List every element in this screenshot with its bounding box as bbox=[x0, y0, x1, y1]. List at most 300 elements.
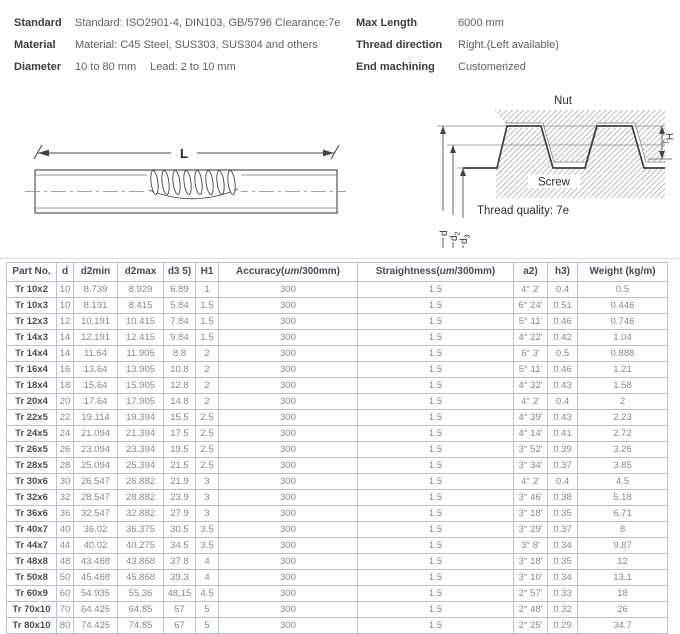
table-cell: 0.43 bbox=[548, 410, 578, 426]
table-cell: 1.5 bbox=[358, 618, 514, 634]
part-no-cell: Tr 22x5 bbox=[7, 410, 57, 426]
spec-column-right bbox=[356, 17, 559, 83]
table-cell: 14 bbox=[57, 346, 74, 362]
table-cell: 18 bbox=[578, 586, 668, 602]
table-cell: 1.5 bbox=[358, 378, 514, 394]
table-row bbox=[7, 474, 668, 490]
part-no-cell: Tr 20x4 bbox=[7, 394, 57, 410]
table-cell: 32 bbox=[57, 490, 74, 506]
table-cell: 3.5 bbox=[196, 538, 219, 554]
table-cell: 2° 25' bbox=[514, 618, 548, 634]
table-cell: 34.5 bbox=[164, 538, 196, 554]
table-cell: 2.72 bbox=[578, 426, 668, 442]
table-cell: 18 bbox=[57, 378, 74, 394]
table-cell: 80 bbox=[57, 618, 74, 634]
thread-section-drawing bbox=[147, 170, 241, 202]
table-cell: 300 bbox=[219, 314, 358, 330]
table-row bbox=[7, 330, 668, 346]
spec-label: Standard bbox=[14, 17, 62, 29]
part-no-cell: Tr 28x5 bbox=[7, 458, 57, 474]
spec-column-left bbox=[14, 17, 340, 83]
table-cell: 1.5 bbox=[358, 458, 514, 474]
table-cell: 3.85 bbox=[578, 458, 668, 474]
table-cell: 14 bbox=[57, 330, 74, 346]
table-cell: 23.094 bbox=[74, 442, 118, 458]
part-no-cell: Tr 14x3 bbox=[7, 330, 57, 346]
table-cell: 300 bbox=[219, 410, 358, 426]
spec-value-lead: Lead: 2 to 10 mm bbox=[150, 61, 236, 73]
d3-dimension-label: $d_3$ bbox=[459, 234, 472, 244]
table-cell: 3.26 bbox=[578, 442, 668, 458]
table-cell: 9.87 bbox=[578, 538, 668, 554]
table-cell: 26.882 bbox=[118, 474, 164, 490]
table-cell: 15.64 bbox=[74, 378, 118, 394]
table-cell: 1.5 bbox=[358, 346, 514, 362]
table-cell: 2 bbox=[578, 394, 668, 410]
table-cell: 2° 57' bbox=[514, 586, 548, 602]
table-cell: 23.9 bbox=[164, 490, 196, 506]
table-cell: 27.9 bbox=[164, 506, 196, 522]
table-cell: 10.191 bbox=[74, 314, 118, 330]
table-row bbox=[7, 522, 668, 538]
thread-profile-diagram bbox=[415, 92, 675, 252]
table-cell: 11.64 bbox=[74, 346, 118, 362]
length-dimension-label: L bbox=[180, 146, 188, 161]
table-cell: 300 bbox=[219, 570, 358, 586]
table-cell: 300 bbox=[219, 378, 358, 394]
table-cell: 0.39 bbox=[548, 442, 578, 458]
table-cell: 0.51 bbox=[548, 298, 578, 314]
table-cell: 13.64 bbox=[74, 362, 118, 378]
table-cell: 17.64 bbox=[74, 394, 118, 410]
spec-row-material bbox=[14, 39, 340, 61]
table-cell: 16 bbox=[57, 362, 74, 378]
part-no-cell: Tr 14x4 bbox=[7, 346, 57, 362]
table-cell: 1.5 bbox=[358, 490, 514, 506]
table-cell: 26 bbox=[57, 442, 74, 458]
table-cell: 43.868 bbox=[118, 554, 164, 570]
table-cell: 8.929 bbox=[118, 282, 164, 298]
table-cell: 300 bbox=[219, 506, 358, 522]
table-cell: 4.5 bbox=[196, 586, 219, 602]
table-cell: 21.094 bbox=[74, 426, 118, 442]
table-cell: 5.84 bbox=[164, 298, 196, 314]
table-row bbox=[7, 298, 668, 314]
table-cell: 40.02 bbox=[74, 538, 118, 554]
table-cell: 15.5 bbox=[164, 410, 196, 426]
table-cell: 2.23 bbox=[578, 410, 668, 426]
table-cell: 17.905 bbox=[118, 394, 164, 410]
table-cell: 0.4 bbox=[548, 282, 578, 298]
table-cell: 1.5 bbox=[358, 298, 514, 314]
table-cell: 1.5 bbox=[358, 426, 514, 442]
table-cell: 0.46 bbox=[548, 314, 578, 330]
table-cell: 8.8 bbox=[164, 346, 196, 362]
table-cell: 1.5 bbox=[358, 410, 514, 426]
table-row bbox=[7, 602, 668, 618]
table-cell: 0.4 bbox=[548, 394, 578, 410]
table-cell: 0.5 bbox=[548, 346, 578, 362]
table-cell: 67 bbox=[164, 618, 196, 634]
screw-label: Screw bbox=[538, 176, 570, 189]
table-cell: 30 bbox=[57, 474, 74, 490]
part-no-cell: Tr 36x6 bbox=[7, 506, 57, 522]
table-cell: 6.89 bbox=[164, 282, 196, 298]
table-row bbox=[7, 410, 668, 426]
table-cell: 0.4 bbox=[548, 474, 578, 490]
table-cell: 10.8 bbox=[164, 362, 196, 378]
table-cell: 70 bbox=[57, 602, 74, 618]
header-row bbox=[7, 263, 668, 282]
spec-value: Customerized bbox=[458, 61, 526, 73]
table-cell: 40 bbox=[57, 522, 74, 538]
table-row bbox=[7, 314, 668, 330]
table-cell: 3° 10' bbox=[514, 570, 548, 586]
table-cell: 5 bbox=[196, 618, 219, 634]
table-cell: 5° 11' bbox=[514, 314, 548, 330]
table-cell: 3 bbox=[196, 490, 219, 506]
table-cell: 15.905 bbox=[118, 378, 164, 394]
table-cell: 4 bbox=[196, 554, 219, 570]
table-row bbox=[7, 586, 668, 602]
part-no-cell: Tr 30x6 bbox=[7, 474, 57, 490]
table-cell: 25.394 bbox=[118, 458, 164, 474]
column-header: Straightness(um/300mm) bbox=[358, 263, 514, 282]
table-cell: 19.114 bbox=[74, 410, 118, 426]
table-cell: 7.84 bbox=[164, 314, 196, 330]
table-cell: 43.468 bbox=[74, 554, 118, 570]
table-cell: 64.85 bbox=[118, 602, 164, 618]
table-cell: 2.5 bbox=[196, 410, 219, 426]
table-cell: 0.32 bbox=[548, 602, 578, 618]
table-cell: 1.5 bbox=[358, 282, 514, 298]
table-cell: 300 bbox=[219, 282, 358, 298]
table-cell: 48 bbox=[57, 554, 74, 570]
part-no-cell: Tr 60x9 bbox=[7, 586, 57, 602]
table-cell: 24 bbox=[57, 426, 74, 442]
table-cell: 3° 52' bbox=[514, 442, 548, 458]
table-cell: 64.425 bbox=[74, 602, 118, 618]
table-cell: 28.882 bbox=[118, 490, 164, 506]
table-cell: 4° 2' bbox=[514, 474, 548, 490]
table-cell: 12.8 bbox=[164, 378, 196, 394]
table-cell: 4.5 bbox=[578, 474, 668, 490]
table-row bbox=[7, 442, 668, 458]
rod-length-diagram bbox=[8, 130, 348, 240]
table-cell: 36.375 bbox=[118, 522, 164, 538]
spec-row-end-machining bbox=[356, 61, 559, 83]
table-cell: 1.5 bbox=[358, 570, 514, 586]
table-cell: 6° 3' bbox=[514, 346, 548, 362]
column-header: Part No. bbox=[7, 263, 57, 282]
table-cell: 74.85 bbox=[118, 618, 164, 634]
spec-value: 6000 mm bbox=[458, 17, 504, 29]
table-cell: 0.42 bbox=[548, 330, 578, 346]
table-row bbox=[7, 362, 668, 378]
spec-value: Standard: ISO2901-4, DIN103, GB/5796 Clearance:7e bbox=[75, 17, 341, 29]
table-row bbox=[7, 506, 668, 522]
table-cell: 30.5 bbox=[164, 522, 196, 538]
part-no-cell: Tr 12x3 bbox=[7, 314, 57, 330]
section-divider bbox=[0, 258, 680, 259]
table-cell: 0.37 bbox=[548, 458, 578, 474]
table-row bbox=[7, 490, 668, 506]
table-cell: 14.8 bbox=[164, 394, 196, 410]
d2-dimension-label: $d_2$ bbox=[449, 231, 462, 241]
table-cell: 3° 18' bbox=[514, 554, 548, 570]
table-cell: 32.882 bbox=[118, 506, 164, 522]
table-cell: 12 bbox=[57, 314, 74, 330]
table-cell: 300 bbox=[219, 522, 358, 538]
table-cell: 4° 22' bbox=[514, 330, 548, 346]
spec-row-diameter bbox=[14, 61, 340, 83]
table-cell: 8.739 bbox=[74, 282, 118, 298]
column-header: d2max bbox=[118, 263, 164, 282]
column-header: Weight (kg/m) bbox=[578, 263, 668, 282]
table-cell: 9.84 bbox=[164, 330, 196, 346]
table-cell: 21.9 bbox=[164, 474, 196, 490]
table-cell: 10 bbox=[57, 282, 74, 298]
table-cell: 45.868 bbox=[118, 570, 164, 586]
table-row bbox=[7, 282, 668, 298]
table-cell: 1.5 bbox=[358, 474, 514, 490]
table-cell: 13.1 bbox=[578, 570, 668, 586]
part-no-cell: Tr 26x5 bbox=[7, 442, 57, 458]
table-cell: 2° 48' bbox=[514, 602, 548, 618]
table-cell: 36.02 bbox=[74, 522, 118, 538]
table-cell: 26.547 bbox=[74, 474, 118, 490]
table-cell: 300 bbox=[219, 490, 358, 506]
table-cell: 300 bbox=[219, 474, 358, 490]
table-cell: 17.5 bbox=[164, 426, 196, 442]
table-cell: 0.33 bbox=[548, 586, 578, 602]
table-cell: 1 bbox=[196, 282, 219, 298]
table-cell: 300 bbox=[219, 538, 358, 554]
table-cell: 12.191 bbox=[74, 330, 118, 346]
table-cell: 5 bbox=[196, 602, 219, 618]
table-cell: 5° 11' bbox=[514, 362, 548, 378]
table-cell: 5.18 bbox=[578, 490, 668, 506]
table-row bbox=[7, 346, 668, 362]
dimensions-table bbox=[6, 262, 668, 634]
table-cell: 1.5 bbox=[358, 330, 514, 346]
table-cell: 8 bbox=[578, 522, 668, 538]
table-cell: 2 bbox=[196, 378, 219, 394]
table-cell: 40.275 bbox=[118, 538, 164, 554]
table-cell: 2.5 bbox=[196, 426, 219, 442]
table-cell: 6.71 bbox=[578, 506, 668, 522]
table-cell: 0.29 bbox=[548, 618, 578, 634]
table-cell: 21.5 bbox=[164, 458, 196, 474]
table-cell: 2.5 bbox=[196, 442, 219, 458]
spec-row-thread-direction bbox=[356, 39, 559, 61]
table-cell: 1.5 bbox=[358, 394, 514, 410]
table-cell: 0.34 bbox=[548, 570, 578, 586]
spec-row-max-length bbox=[356, 17, 559, 39]
table-row bbox=[7, 570, 668, 586]
table-cell: 3° 46' bbox=[514, 490, 548, 506]
table-cell: 2 bbox=[196, 362, 219, 378]
table-cell: 4° 32' bbox=[514, 378, 548, 394]
table-cell: 300 bbox=[219, 426, 358, 442]
table-cell: 3° 29' bbox=[514, 522, 548, 538]
d-dimension-label: d bbox=[439, 230, 450, 236]
table-cell: 12 bbox=[578, 554, 668, 570]
table-cell: 21.394 bbox=[118, 426, 164, 442]
table-cell: 19.5 bbox=[164, 442, 196, 458]
table-cell: 300 bbox=[219, 618, 358, 634]
part-no-cell: Tr 80x10 bbox=[7, 618, 57, 634]
table-cell: 2 bbox=[196, 346, 219, 362]
table-cell: 3 bbox=[196, 474, 219, 490]
spec-row-standard bbox=[14, 17, 340, 39]
table-cell: 1.21 bbox=[578, 362, 668, 378]
spec-label: Material bbox=[14, 39, 56, 51]
table-cell: 2.5 bbox=[196, 458, 219, 474]
table-cell: 1.5 bbox=[358, 554, 514, 570]
table-cell: 1.5 bbox=[358, 602, 514, 618]
table-cell: 1.04 bbox=[578, 330, 668, 346]
table-cell: 300 bbox=[219, 586, 358, 602]
column-header: Accuracy(um/300mm) bbox=[219, 263, 358, 282]
table-cell: 0.35 bbox=[548, 506, 578, 522]
part-no-cell: Tr 48x8 bbox=[7, 554, 57, 570]
table-cell: 0.46 bbox=[548, 362, 578, 378]
table-row bbox=[7, 618, 668, 634]
table-cell: 1.5 bbox=[196, 314, 219, 330]
table-cell: 2 bbox=[196, 394, 219, 410]
table-cell: 4° 14' bbox=[514, 426, 548, 442]
spec-label: Diameter bbox=[14, 61, 62, 73]
table-cell: 4° 39' bbox=[514, 410, 548, 426]
table-cell: 37.8 bbox=[164, 554, 196, 570]
table-cell: 1.5 bbox=[358, 538, 514, 554]
table-cell: 1.5 bbox=[196, 298, 219, 314]
table-row bbox=[7, 538, 668, 554]
table-cell: 1.5 bbox=[196, 330, 219, 346]
table-cell: 3° 34' bbox=[514, 458, 548, 474]
table-cell: 34.7 bbox=[578, 618, 668, 634]
table-cell: 300 bbox=[219, 346, 358, 362]
table-cell: 0.34 bbox=[548, 538, 578, 554]
table-cell: 22 bbox=[57, 410, 74, 426]
table-cell: 300 bbox=[219, 362, 358, 378]
part-no-cell: Tr 50x8 bbox=[7, 570, 57, 586]
table-cell: 0.5 bbox=[578, 282, 668, 298]
table-cell: 39.3 bbox=[164, 570, 196, 586]
table-cell: 8.191 bbox=[74, 298, 118, 314]
spec-label: Max Length bbox=[356, 17, 418, 29]
table-cell: 1.5 bbox=[358, 522, 514, 538]
table-cell: 0.888 bbox=[578, 346, 668, 362]
table-cell: 0.37 bbox=[548, 522, 578, 538]
table-cell: 55.36 bbox=[118, 586, 164, 602]
table-cell: 54.935 bbox=[74, 586, 118, 602]
table-row bbox=[7, 426, 668, 442]
table-cell: 3° 8' bbox=[514, 538, 548, 554]
table-cell: 6° 24' bbox=[514, 298, 548, 314]
table-cell: 0.38 bbox=[548, 490, 578, 506]
table-cell: 0.35 bbox=[548, 554, 578, 570]
table-cell: 19.394 bbox=[118, 410, 164, 426]
table-cell: 28.547 bbox=[74, 490, 118, 506]
table-cell: 26 bbox=[578, 602, 668, 618]
table-cell: 10.415 bbox=[118, 314, 164, 330]
column-header: H1 bbox=[196, 263, 219, 282]
table-cell: 50 bbox=[57, 570, 74, 586]
part-no-cell: Tr 18x4 bbox=[7, 378, 57, 394]
table-cell: 0.746 bbox=[578, 314, 668, 330]
table-cell: 45.468 bbox=[74, 570, 118, 586]
table-cell: 57 bbox=[164, 602, 196, 618]
spec-value: Right.(Left available) bbox=[458, 39, 559, 51]
column-header: d2min bbox=[74, 263, 118, 282]
part-no-cell: Tr 24x5 bbox=[7, 426, 57, 442]
table-cell: 1.5 bbox=[358, 442, 514, 458]
table-cell: 8.415 bbox=[118, 298, 164, 314]
column-header: d bbox=[57, 263, 74, 282]
table-cell: 20 bbox=[57, 394, 74, 410]
table-cell: 300 bbox=[219, 298, 358, 314]
table-cell: 60 bbox=[57, 586, 74, 602]
part-no-cell: Tr 32x6 bbox=[7, 490, 57, 506]
part-no-cell: Tr 70x10 bbox=[7, 602, 57, 618]
table-cell: 23.394 bbox=[118, 442, 164, 458]
table-cell: 300 bbox=[219, 458, 358, 474]
table-body bbox=[7, 282, 668, 634]
table-cell: 12.415 bbox=[118, 330, 164, 346]
table-cell: 0.446 bbox=[578, 298, 668, 314]
column-header: h3) bbox=[548, 263, 578, 282]
nut-label: Nut bbox=[554, 95, 572, 107]
table-cell: 25.094 bbox=[74, 458, 118, 474]
table-row bbox=[7, 554, 668, 570]
table-cell: 1.5 bbox=[358, 586, 514, 602]
table-cell: 74.425 bbox=[74, 618, 118, 634]
spec-label: Thread direction bbox=[356, 39, 443, 51]
table-cell: 1.5 bbox=[358, 362, 514, 378]
spec-value: Material: C45 Steel, SUS303, SUS304 and others bbox=[75, 39, 318, 51]
table-row bbox=[7, 394, 668, 410]
table-cell: 32.547 bbox=[74, 506, 118, 522]
table-row bbox=[7, 378, 668, 394]
table-cell: 48.15 bbox=[164, 586, 196, 602]
part-no-cell: Tr 16x4 bbox=[7, 362, 57, 378]
table-cell: 300 bbox=[219, 554, 358, 570]
part-no-cell: Tr 44x7 bbox=[7, 538, 57, 554]
table-cell: 4° 2' bbox=[514, 282, 548, 298]
table-cell: 3° 18' bbox=[514, 506, 548, 522]
table-cell: 300 bbox=[219, 602, 358, 618]
table-cell: 4° 2' bbox=[514, 394, 548, 410]
table-cell: 1.5 bbox=[358, 506, 514, 522]
table-cell: 1.5 bbox=[358, 314, 514, 330]
table-cell: 10 bbox=[57, 298, 74, 314]
table-cell: 0.43 bbox=[548, 378, 578, 394]
table-cell: 3.5 bbox=[196, 522, 219, 538]
table-cell: 0.41 bbox=[548, 426, 578, 442]
table-cell: 44 bbox=[57, 538, 74, 554]
table-cell: 11.905 bbox=[118, 346, 164, 362]
table-cell: 1.58 bbox=[578, 378, 668, 394]
part-no-cell: Tr 40x7 bbox=[7, 522, 57, 538]
table-cell: 3 bbox=[196, 506, 219, 522]
part-no-cell: Tr 10x3 bbox=[7, 298, 57, 314]
table-cell: 4 bbox=[196, 570, 219, 586]
column-header: d3 5) bbox=[164, 263, 196, 282]
table-cell: 300 bbox=[219, 394, 358, 410]
table-cell: 300 bbox=[219, 330, 358, 346]
